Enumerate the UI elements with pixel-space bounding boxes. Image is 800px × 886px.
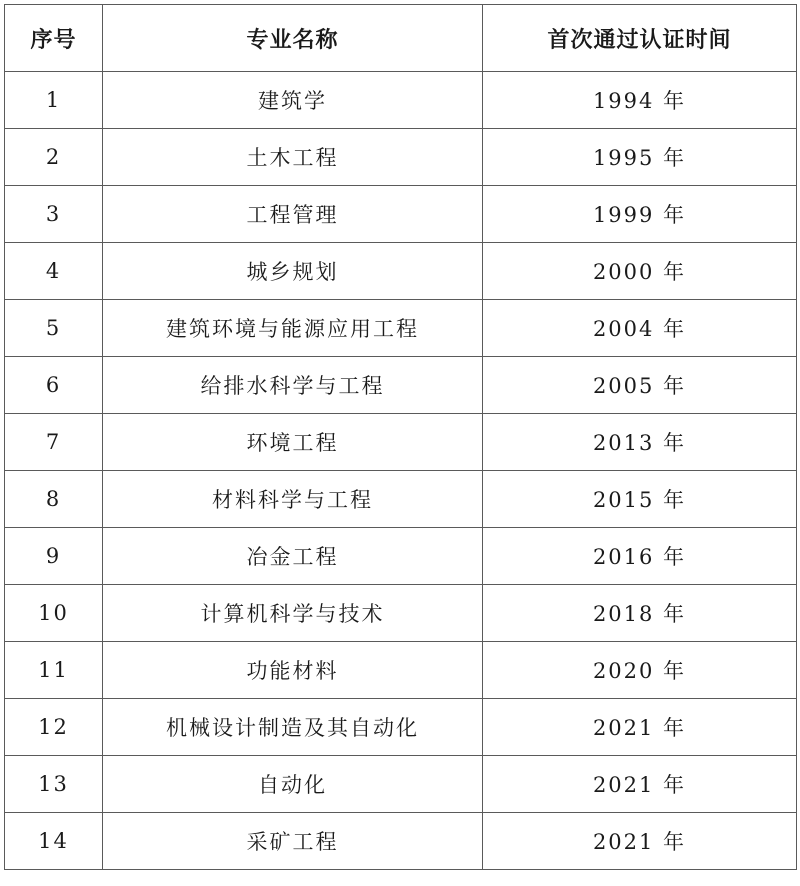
table-row [5, 813, 797, 870]
certification-table-container [4, 4, 796, 870]
certified-year-cell: 2005 年 [483, 357, 797, 414]
major-name-cell: 材料科学与工程 [103, 471, 483, 528]
table-row [5, 129, 797, 186]
header-major-name: 专业名称 [103, 5, 483, 72]
index-cell: 7 [5, 414, 103, 471]
certified-year-cell: 2021 年 [483, 813, 797, 870]
major-name-cell: 工程管理 [103, 186, 483, 243]
table-row [5, 243, 797, 300]
index-cell: 2 [5, 129, 103, 186]
major-name-cell: 计算机科学与技术 [103, 585, 483, 642]
certified-year-cell: 2021 年 [483, 756, 797, 813]
header-index: 序号 [5, 5, 103, 72]
index-cell: 13 [5, 756, 103, 813]
certified-year-cell: 2016 年 [483, 528, 797, 585]
certified-year-cell: 2020 年 [483, 642, 797, 699]
table-row [5, 300, 797, 357]
index-cell: 12 [5, 699, 103, 756]
table-row [5, 528, 797, 585]
index-cell: 8 [5, 471, 103, 528]
index-cell: 14 [5, 813, 103, 870]
major-name-cell: 建筑环境与能源应用工程 [103, 300, 483, 357]
major-name-cell: 功能材料 [103, 642, 483, 699]
major-name-cell: 机械设计制造及其自动化 [103, 699, 483, 756]
table-row [5, 471, 797, 528]
major-name-cell: 自动化 [103, 756, 483, 813]
index-cell: 9 [5, 528, 103, 585]
index-cell: 11 [5, 642, 103, 699]
certified-year-cell: 1994 年 [483, 72, 797, 129]
table-header-row [5, 5, 797, 72]
certified-year-cell: 2021 年 [483, 699, 797, 756]
index-cell: 5 [5, 300, 103, 357]
table-row [5, 414, 797, 471]
table-row [5, 699, 797, 756]
table-row [5, 642, 797, 699]
major-name-cell: 冶金工程 [103, 528, 483, 585]
index-cell: 6 [5, 357, 103, 414]
major-name-cell: 城乡规划 [103, 243, 483, 300]
table-row [5, 756, 797, 813]
index-cell: 10 [5, 585, 103, 642]
table-row [5, 357, 797, 414]
major-name-cell: 采矿工程 [103, 813, 483, 870]
certified-year-cell: 2013 年 [483, 414, 797, 471]
certification-table [4, 4, 797, 870]
major-name-cell: 土木工程 [103, 129, 483, 186]
major-name-cell: 给排水科学与工程 [103, 357, 483, 414]
certified-year-cell: 2018 年 [483, 585, 797, 642]
major-name-cell: 建筑学 [103, 72, 483, 129]
certified-year-cell: 1995 年 [483, 129, 797, 186]
certified-year-cell: 2015 年 [483, 471, 797, 528]
major-name-cell: 环境工程 [103, 414, 483, 471]
index-cell: 4 [5, 243, 103, 300]
certified-year-cell: 2000 年 [483, 243, 797, 300]
index-cell: 3 [5, 186, 103, 243]
table-body [5, 72, 797, 870]
table-row [5, 186, 797, 243]
table-row [5, 72, 797, 129]
certified-year-cell: 1999 年 [483, 186, 797, 243]
table-row [5, 585, 797, 642]
index-cell: 1 [5, 72, 103, 129]
header-first-certified-time: 首次通过认证时间 [483, 5, 797, 72]
certified-year-cell: 2004 年 [483, 300, 797, 357]
